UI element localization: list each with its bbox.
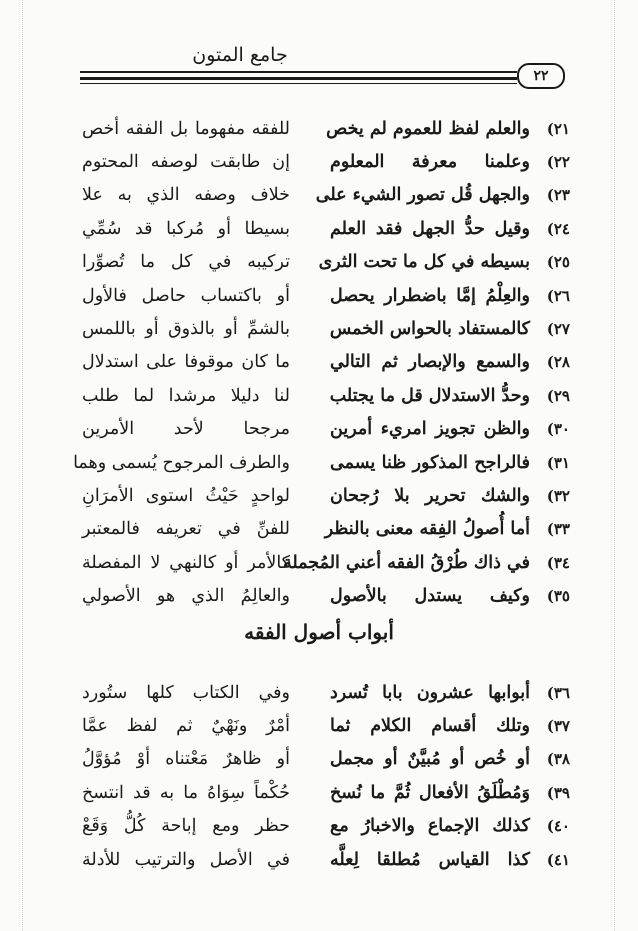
verse-line — [82, 843, 570, 876]
verse-number: ٢٩) — [546, 386, 570, 405]
verse-number: ٢٥) — [546, 253, 570, 272]
verse-number: ٢٧) — [546, 320, 570, 339]
verse-line — [82, 709, 570, 742]
verse-line — [82, 179, 570, 212]
verse-first-hemistich: أبوابها عشرون بابا تُسرد — [330, 682, 530, 703]
verse-number: ٣٠) — [546, 420, 570, 439]
verse-second-hemistich: بالشمِّ أو بالذوق أو باللمس — [82, 319, 290, 340]
verse-number: ٣٨) — [546, 750, 570, 769]
verse-second-hemistich: مرجحا لأحد الأمرين — [82, 419, 290, 440]
verse-number: ٢٤) — [546, 219, 570, 238]
page-header — [80, 42, 565, 94]
verse-line — [82, 810, 570, 843]
verse-second-hemistich: أو باكتساب حاصل فالأول — [82, 285, 290, 306]
verse-line — [82, 346, 570, 379]
verse-second-hemistich: والطرف المرجوح يُسمى وهما — [73, 452, 290, 473]
verse-number: ٤١) — [546, 850, 570, 869]
verse-line — [82, 676, 570, 709]
page-edge-right — [614, 0, 616, 931]
verse-second-hemistich: إن طابقت لوصفه المحتوم — [82, 152, 290, 173]
verse-second-hemistich: حظر ومع إباحة كُلُّ وَقَعْ — [82, 816, 290, 837]
page-number: ٢٢ — [517, 63, 565, 89]
running-title: جامع المتون — [192, 44, 288, 66]
verse-first-hemistich: فالراجح المذكور ظنا يسمى — [330, 452, 530, 473]
verse-second-hemistich: لواحدٍ حَيْثُ استوى الأمرَانِ — [82, 485, 290, 506]
verse-first-hemistich: والشك تحرير بلا رُجحان — [330, 485, 530, 506]
verse-second-hemistich: للفنِّ في تعريفه فالمعتبر — [82, 519, 290, 540]
verse-second-hemistich: أمْرٌ ونَهْيٌ ثم لفظ عمَّا — [82, 716, 290, 737]
verse-line — [82, 246, 570, 279]
page-number-badge — [517, 64, 565, 88]
verse-number: ٣١) — [546, 453, 570, 472]
verse-line — [73, 446, 570, 479]
verse-line — [82, 379, 570, 412]
verse-number: ٢٣) — [546, 186, 570, 205]
verse-first-hemistich: وتلك أقسام الكلام ثما — [330, 716, 530, 737]
verse-second-hemistich: لنا دليلا مرشدا لما طلب — [82, 385, 290, 406]
verse-line — [82, 145, 570, 178]
verse-line — [82, 212, 570, 245]
verse-line — [82, 112, 570, 145]
section-heading: أبواب أصول الفقه — [244, 620, 394, 644]
verse-first-hemistich: والجهل قُل تصور الشيء على — [315, 185, 530, 206]
verse-number: ٢٢) — [546, 153, 570, 172]
verse-first-hemistich: وَمُطْلَقُ الأفعال ثُمَّ ما نُسخ — [330, 782, 530, 803]
verse-second-hemistich: ما كان موقوفا على استدلال — [82, 352, 290, 373]
verse-number: ٣٥) — [546, 587, 570, 606]
verse-number: ٤٠) — [546, 817, 570, 836]
verse-first-hemistich: والعِلْمُ إمَّا باضطرار يحصل — [330, 285, 530, 306]
verse-number: ٣٩) — [546, 783, 570, 802]
verse-second-hemistich: أو ظاهرٌ مَعْتناه أوْ مُؤوَّلُ — [82, 749, 290, 770]
verse-second-hemistich: حُكْماً سِوَاهُ ما به قد انتسخ — [82, 782, 290, 803]
verse-second-hemistich: بسيطا أو مُركبا قد سُمِّي — [82, 218, 290, 239]
verse-first-hemistich: أما أُصولُ الفِقه معنى بالنظر — [324, 519, 530, 540]
verse-line — [82, 743, 570, 776]
verse-first-hemistich: وكيف يستدل بالأصول — [330, 586, 530, 607]
header-rule-middle — [80, 77, 517, 80]
verse-first-hemistich: وحدُّ الاستدلال قل ما يجتلب — [329, 385, 530, 406]
verse-line — [82, 546, 570, 579]
verse-first-hemistich: وقيل حدُّ الجهل فقد العلم — [330, 218, 530, 239]
verse-line — [82, 479, 570, 512]
verses-block-first — [73, 112, 570, 613]
verse-first-hemistich: كذا القياس مُطلقا لِعلَّه — [330, 849, 530, 870]
verse-line — [82, 513, 570, 546]
verse-first-hemistich: والعلم لفظ للعموم لم يخص — [326, 118, 530, 139]
verse-first-hemistich: كذلك الإجماع والاخبارُ مع — [330, 816, 530, 837]
verse-number: ٣٦) — [546, 683, 570, 702]
verse-line — [82, 413, 570, 446]
verse-first-hemistich: في ذاك طُرْقُ الفقه أعني المُجملة — [282, 552, 530, 573]
verse-second-hemistich: في الأصل والترتيب للأدلة — [82, 849, 290, 870]
header-rule-top — [80, 71, 517, 73]
verse-first-hemistich: أو خُص أو مُبيَّنٌ أو مجمل — [330, 749, 530, 770]
verse-second-hemistich: وفي الكتاب كلها ستُورد — [82, 682, 290, 703]
verse-second-hemistich: للفقه مفهوما بل الفقه أخص — [82, 118, 290, 139]
verse-second-hemistich: والعالِمُ الذي هو الأصولي — [82, 586, 290, 607]
verses-block-second — [82, 676, 570, 876]
verse-line — [82, 579, 570, 612]
verse-number: ٢٨) — [546, 353, 570, 372]
verse-second-hemistich: كالأمر أو كالنهي لا المفصلة — [82, 552, 290, 573]
verse-first-hemistich: كالمستفاد بالحواس الخمس — [329, 319, 530, 340]
verse-first-hemistich: والظن تجويز امريء أمرين — [330, 419, 530, 440]
verse-first-hemistich: وعلمنا معرفة المعلوم — [330, 152, 530, 173]
verse-second-hemistich: تركيبه في كل ما تُصوِّرا — [82, 252, 290, 273]
verse-number: ٢١) — [546, 119, 570, 138]
verse-first-hemistich: والسمع والإبصار ثم التالي — [330, 352, 530, 373]
verse-line — [82, 776, 570, 809]
header-rule-bottom — [80, 83, 517, 84]
verse-number: ٣٢) — [546, 486, 570, 505]
verse-second-hemistich: خلاف وصفه الذي به علا — [82, 185, 290, 206]
verse-line — [82, 279, 570, 312]
verse-number: ٣٣) — [546, 520, 570, 539]
page-edge-left — [22, 0, 24, 931]
verse-number: ٣٧) — [546, 717, 570, 736]
verse-line — [82, 312, 570, 345]
verse-number: ٢٦) — [546, 286, 570, 305]
verse-first-hemistich: بسيطه في كل ما تحت الثرى — [318, 252, 530, 273]
verse-number: ٣٤) — [546, 553, 570, 572]
